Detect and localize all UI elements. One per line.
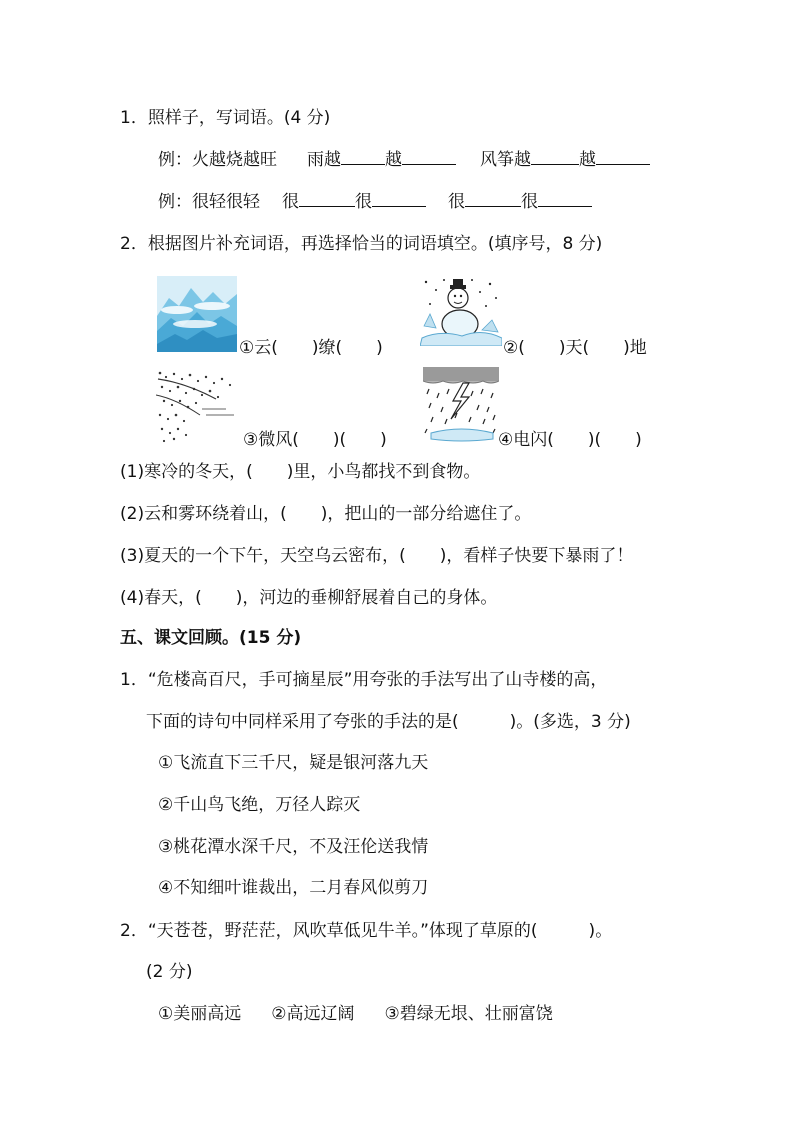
option-3: ③桃花潭水深千尺，不及汪伦送我情 <box>158 837 429 857</box>
sentence-4: (4)春天，( )，河边的垂柳舒展着自己的身体。 <box>120 588 498 608</box>
prompt-text: 越 <box>579 150 596 170</box>
answer-blank[interactable] <box>402 150 456 165</box>
answer-blank[interactable] <box>465 192 521 207</box>
section-heading: 五、课文回顾。(15 分) <box>120 628 302 648</box>
snowman-picture <box>420 276 502 346</box>
option-1: ①飞流直下三千尺，疑是银河落九天 <box>158 753 429 773</box>
answer-blank[interactable] <box>538 192 592 207</box>
option-1: ①美丽高远 <box>158 1004 242 1024</box>
q5-2-line-2: (2 分) <box>146 962 193 982</box>
option-3: ③碧绿无垠、壮丽富饶 <box>384 1004 553 1024</box>
prompt-text: 雨越 <box>307 150 341 170</box>
thunderstorm-picture <box>423 367 499 443</box>
q1-row-2 <box>158 191 592 213</box>
answer-blank[interactable] <box>596 150 650 165</box>
sentence-3: (3)夏天的一个下午，天空乌云密布，( )，看样子快要下暴雨了！ <box>120 546 634 566</box>
picture-caption-1: ①云( )缭( ) <box>239 338 383 358</box>
answer-blank[interactable] <box>341 150 385 165</box>
mountain-clouds-icon <box>157 276 237 352</box>
prompt-text: 风筝越 <box>480 150 531 170</box>
willow-breeze-picture <box>156 369 238 445</box>
sentence-2: (2)云和雾环绕着山，( )，把山的一部分给遮住了。 <box>120 504 532 524</box>
q5-2-options <box>158 1003 553 1025</box>
example-text: 例：火越烧越旺 <box>158 150 277 170</box>
answer-blank[interactable] <box>531 150 579 165</box>
prompt-text: 很 <box>355 192 372 212</box>
example-text: 例：很轻很轻 <box>158 192 260 212</box>
q5-1-line-1: 1．“危楼高百尺，手可摘星辰”用夸张的手法写出了山寺楼的高， <box>120 670 608 690</box>
prompt-text: 很 <box>448 192 465 212</box>
q5-1-line-2: 下面的诗句中同样采用了夸张的手法的是( )。(多选，3 分) <box>146 712 631 732</box>
mountain-clouds-picture <box>157 276 237 352</box>
picture-caption-3: ③微风( )( ) <box>243 430 387 450</box>
q1-title: 1．照样子，写词语。(4 分) <box>120 108 331 128</box>
option-2: ②高远辽阔 <box>271 1004 355 1024</box>
prompt-text: 很 <box>521 192 538 212</box>
thunderstorm-icon <box>423 367 499 443</box>
prompt-text: 很 <box>282 192 299 212</box>
answer-blank[interactable] <box>299 192 355 207</box>
picture-caption-4: ④电闪( )( ) <box>498 430 642 450</box>
willow-breeze-icon <box>156 369 238 445</box>
q1-row-1 <box>158 149 650 171</box>
snowman-icon <box>420 276 502 346</box>
q5-2-line-1: 2．“天苍苍，野茫茫，风吹草低见牛羊。”体现了草原的( )。 <box>120 921 613 941</box>
option-4: ④不知细叶谁裁出，二月春风似剪刀 <box>158 878 429 898</box>
answer-blank[interactable] <box>372 192 426 207</box>
prompt-text: 越 <box>385 150 402 170</box>
sentence-1: (1)寒冷的冬天，( )里，小鸟都找不到食物。 <box>120 462 481 482</box>
picture-caption-2: ②( )天( )地 <box>503 338 647 358</box>
option-2: ②千山鸟飞绝，万径人踪灭 <box>158 795 361 815</box>
q2-title: 2．根据图片补充词语，再选择恰当的词语填空。(填序号，8 分) <box>120 234 603 254</box>
